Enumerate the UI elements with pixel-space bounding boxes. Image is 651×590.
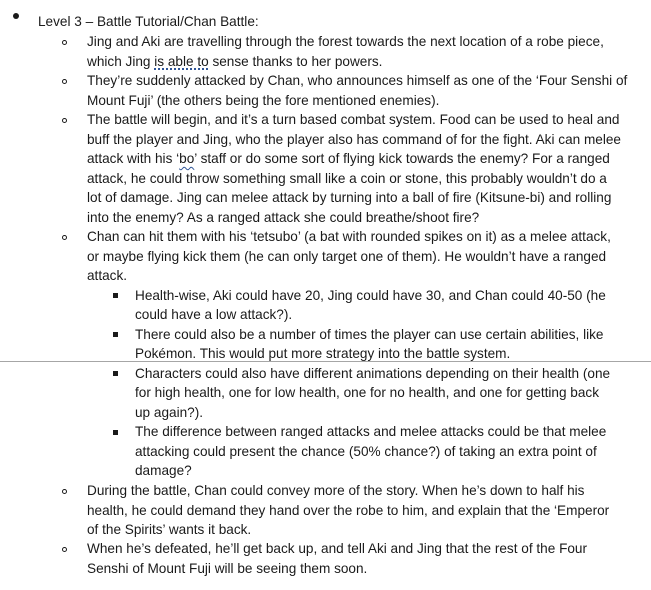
section-heading: Level 3 – Battle Tutorial/Chan Battle:: [38, 14, 259, 29]
item-4-line-3: attack.: [87, 268, 128, 283]
item-1-line-2: which Jing is able to sense thanks to her powers.: [87, 53, 383, 69]
sub-item-4-line-2: attacking could present the chance (50% chance?) of taking an extra point of: [135, 443, 597, 459]
level-1-bullet-icon: [13, 13, 19, 19]
hollow-bullet-icon: [62, 235, 67, 240]
hollow-bullet-icon: [62, 40, 67, 45]
item-2-line-2: Mount Fuji’ (the others being the fore mentioned enemies).: [87, 92, 440, 108]
item-3-line-4: attack, he could throw something small like a coin or stone, this probably wouldn’t do a: [87, 170, 607, 186]
item-5-line-2: health, he could demand they hand over the robe to him, and explain that the ‘Emperor: [87, 502, 610, 518]
item-4-line-2: or maybe flying kick them (he can only target one of them). He wouldn’t have a ranged: [87, 248, 607, 264]
item-2-line-1: They’re suddenly attacked by Chan, who announces himself as one of the ‘Four Senshi of: [87, 73, 628, 88]
sub-item-4-line-1: The difference between ranged attacks and melee attacks could be that melee: [135, 424, 607, 439]
hollow-bullet-icon: [62, 489, 67, 494]
page-break-line: [0, 361, 651, 362]
square-bullet-icon: [113, 430, 118, 435]
item-6-line-1: When he’s defeated, he’ll get back up, and tell Aki and Jing that the rest of the Four: [87, 541, 588, 556]
item-3-line-2: buff the player and Jing, who the player also has command of for the fight. Aki can melee: [87, 131, 621, 147]
item-4-line-1: Chan can hit them with his ‘tetsubo’ (a bat with rounded spikes on it) as a melee attack,: [87, 229, 611, 244]
item-3-line-5: lot of damage. Jing can melee attack by turning into a ball of fire (Kitsune-bi) and rolling: [87, 190, 612, 205]
item-3-line-1: The battle will begin, and it’s a turn based combat system. Food can be used to heal and: [87, 112, 620, 127]
square-bullet-icon: [113, 332, 118, 337]
square-bullet-icon: [113, 293, 118, 298]
item-3-line-3: attack with his ‘bo’ staff or do some sort of flying kick towards the enemy? For a ranged: [87, 151, 610, 166]
sub-item-1-line-2: could have a low attack?).: [135, 307, 293, 322]
sub-item-4-line-3: damage?: [135, 463, 192, 478]
hollow-bullet-icon: [62, 79, 67, 84]
item-6-line-2: Senshi of Mount Fuji will be seeing them soon.: [87, 560, 368, 576]
spelling-flag[interactable]: bo: [179, 151, 195, 166]
grammar-flag[interactable]: is able to: [154, 53, 209, 69]
hollow-bullet-icon: [62, 118, 67, 123]
sub-item-3-line-3: up again?).: [135, 404, 204, 420]
item-1-line-1: Jing and Aki are travelling through the forest towards the next location of a robe piece,: [87, 34, 604, 49]
item-3-line-6: into the enemy? As a ranged attack she could breathe/shoot fire?: [87, 209, 480, 225]
sub-item-3-line-2: for high health, one for low health, one for no health, and one for getting back: [135, 385, 600, 400]
hollow-bullet-icon: [62, 547, 67, 552]
square-bullet-icon: [113, 371, 118, 376]
sub-item-1-line-1: Health-wise, Aki could have 20, Jing could have 30, and Chan could 40-50 (he: [135, 287, 606, 303]
item-5-line-1: During the battle, Chan could convey more of the story. When he’s down to half his: [87, 483, 585, 498]
sub-item-3-line-1: Characters could also have different animations depending on their health (one: [135, 365, 611, 381]
sub-item-2-line-1: There could also be a number of times the player can use certain abilities, like: [135, 326, 604, 342]
sub-item-2-line-2: Pokémon. This would put more strategy into the battle system.: [135, 346, 511, 361]
item-5-line-3: of the Spirits’ wants it back.: [87, 522, 252, 537]
